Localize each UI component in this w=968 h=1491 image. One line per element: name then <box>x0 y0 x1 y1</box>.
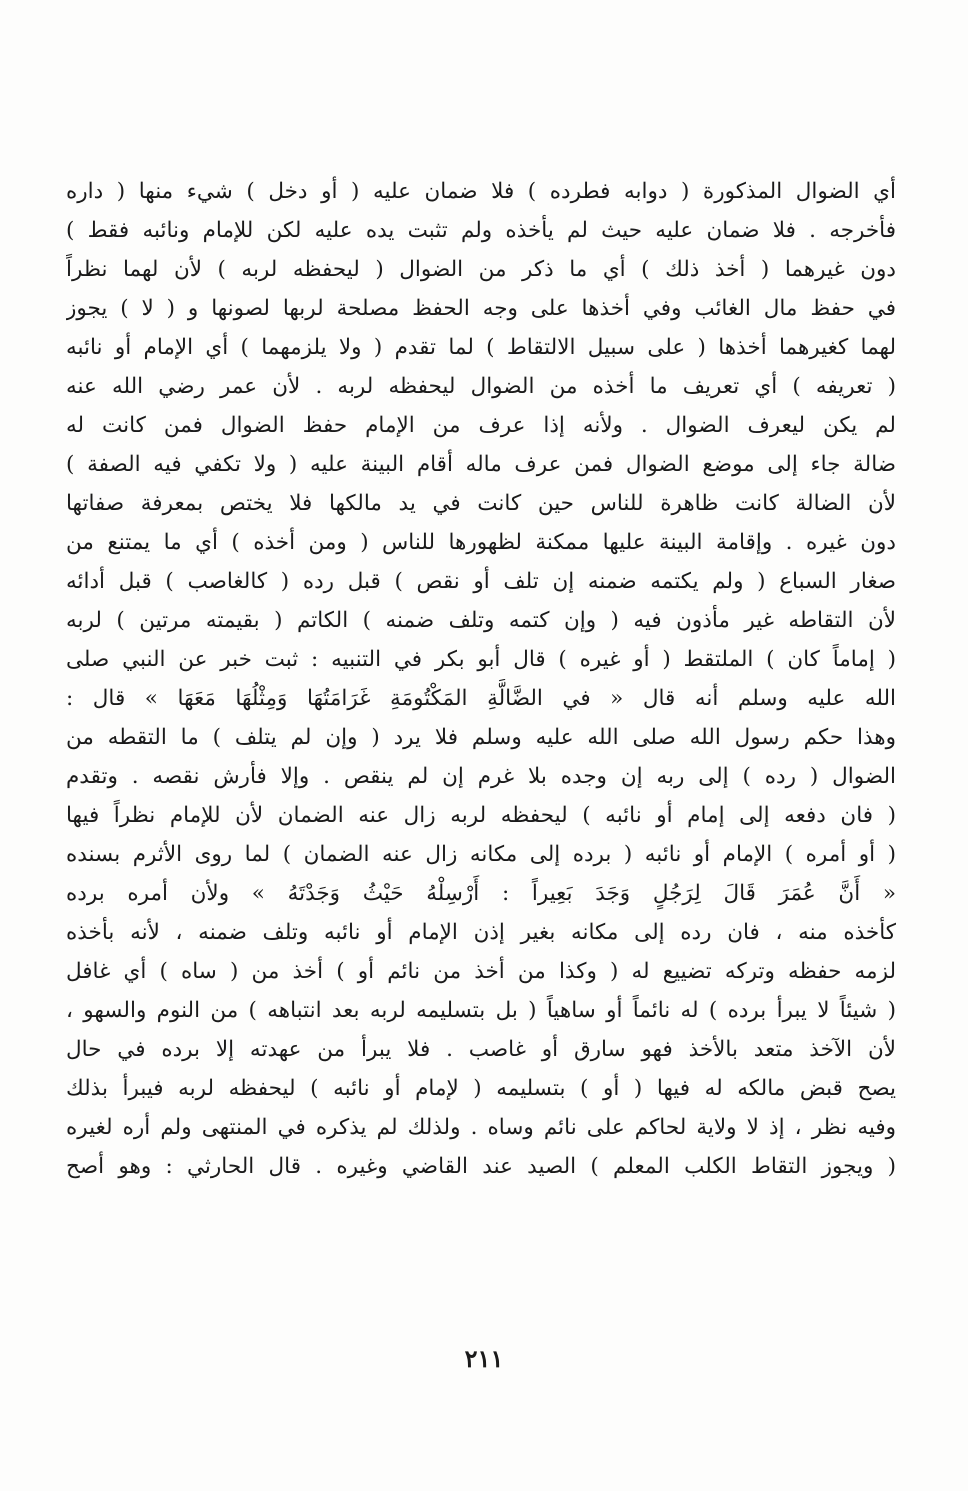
text-line: ( فان دفعه إلى إمام أو نائبه ) ليحفظه لربه زال عنه الضمان لأن للإمام نظراً فيها <box>66 803 896 828</box>
body-text <box>66 172 896 1186</box>
text-line: أي الضوال المذكورة ( دوابه فطرده ) فلا ضمان عليه ( أو دخل ) شيء منها ( داره <box>66 179 896 204</box>
text-line: لزمه حفظه وتركه تضييع له ( وكذا من أخذ من نائم أو ) أخذ من ( ساه ) أي غافل <box>66 959 896 984</box>
text-line: فأخرجه . فلا ضمان عليه حيث لم يأخذه ولم تثبت يده عليه لكن للإمام ونائبه فقط ) <box>66 218 896 243</box>
text-line: ( إماماً كان ) الملتقط ( أو غيره ) قال أبو بكر في التنبيه : ثبت خبر عن النبي صلى <box>66 647 896 672</box>
text-line: لهما كغيرهما أخذها ( على سبيل الالتقاط ) لما تقدم ( ولا يلزمهما ) أي الإمام أو نائبه <box>66 335 896 360</box>
text-line: كأخذه منه ، فان رده إلى مكانه بغير إذن الإمام أو نائبه وتلف ضمنه ، لأنه بأخذه <box>66 920 896 945</box>
text-line: ضالة جاء إلى موضع الضوال فمن عرف ماله أقام البينة عليه ( ولا تكفي فيه الصفة ) <box>66 452 896 477</box>
text-line: « أَنَّ عُمَرَ قَالَ لِرَجُلٍ وَجَدَ بَعِيراً : أَرْسِلْهُ حَيْثُ وَجَدْتَهُ » ولأن أمره برده <box>66 881 896 906</box>
text-line: ( أو أمره ) الإمام أو نائبه ( برده إلى مكانه زال عنه الضمان ) لما روى الأثرم بسنده <box>66 842 896 867</box>
text-line: لم يكن ليعرف الضوال . ولأنه إذا عرف من الإمام حفظ الضوال فمن كانت له <box>66 413 896 438</box>
text-line: دون غيره . وإقامة البينة عليها ممكنة لظهورها للناس ( ومن أخذه ) أي ما يمتنع من <box>66 530 896 555</box>
text-line: صغار السباع ( ولم يكتمه ضمنه إن تلف أو نقص ) قبل رده ( كالغاصب ) قبل أدائه <box>66 569 896 594</box>
page-number: ٢١١ <box>464 1344 504 1373</box>
text-line: لأن الضالة كانت ظاهرة للناس حين كانت في يد مالكها فلا يختص بمعرفة صفاتها <box>66 491 896 516</box>
text-line: ( شيئاً لا يبرأ برده ) له نائماً أو ساهياً ( بل بتسليمه لربه بعد انتباهه ) من النوم والسهو ، <box>66 998 896 1023</box>
text-line: دون غيرهما ( أخذ ذلك ) أي ما ذكر من الضوال ( ليحفظه لربه ) لأن لهما نظراً <box>66 257 896 282</box>
text-line: الضوال ( رده ) إلى ربه إن وجده بلا غرم إن لم ينقص . وإلا فأرش نقصه . وتقدم <box>66 764 896 789</box>
text-line: وفيه نظر ، إذ لا ولاية لحاكم على نائم وساه . ولذلك لم يذكره في المنتهى ولم أره لغيره <box>66 1115 896 1140</box>
text-line: يصح قبض مالكه له فيها ( أو ) بتسليمه ( لإمام أو نائبه ) ليحفظه لربه فيبرأ بذلك <box>66 1076 896 1101</box>
text-line: ( ويجوز التقاط الكلب المعلم ) الصيد عند القاضي وغيره . قال الحارثي : وهو أصح <box>66 1154 896 1179</box>
text-line: الله عليه وسلم أنه قال « في الضَّالَّةِ المَكْتُومَةِ غَرَامَتُهَا وَمِثْلُهَا مَعَهَا » قال : <box>66 686 896 711</box>
text-line: في حفظ مال الغائب وفي أخذها على وجه الحفظ مصلحة لربها لصونها و ( لا ) يجوز <box>66 296 896 321</box>
text-line: وهذا حكم رسول الله صلى الله عليه وسلم فلا يرد ( وإن لم يتلف ) ما التقطه من <box>66 725 896 750</box>
text-line: لأن التقاطه غير مأذون فيه ( وإن كتمه وتلف ضمنه ) الكاتم ( بقيمته مرتين ) لربه <box>66 608 896 633</box>
text-line: ( تعريفه ) أي تعريف ما أخذه من الضوال ليحفظه لربه . لأن عمر رضي الله عنه <box>66 374 896 399</box>
text-line: لأن الآخذ متعد بالأخذ فهو سارق أو غاصب . فلا يبرأ من عهدته إلا برده في حال <box>66 1037 896 1062</box>
